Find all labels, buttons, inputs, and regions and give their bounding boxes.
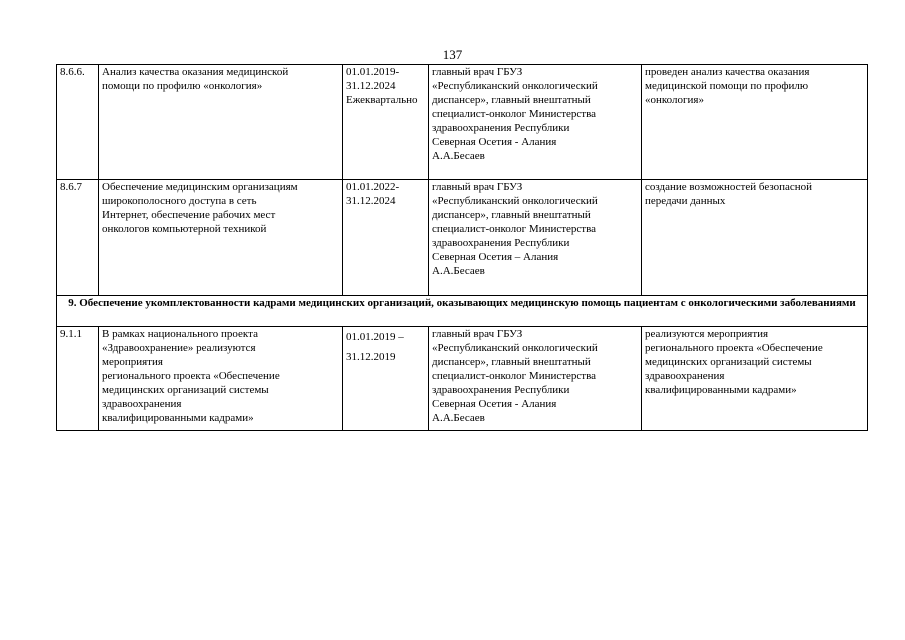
section-title: 9. Обеспечение укомплектованности кадрами медицинских организаций, оказывающих медицинскую помощь пациентам с онкологическими заболеваниями (57, 296, 868, 327)
table-row (57, 65, 868, 180)
page-number: 137 (442, 47, 463, 62)
item-responsible: главный врач ГБУЗ «Республиканский онкологический диспансер», главный внештатный специалист-онколог Министерства здравоохранения Республики Северная Осетия - Алания А.А.Бесаев (429, 65, 642, 180)
item-number: 8.6.7 (57, 180, 99, 296)
item-name: Анализ качества оказания медицинской помощи по профилю «онкология» (99, 65, 343, 180)
item-dates: 01.01.2019- 31.12.2024 Ежеквартально (343, 65, 429, 180)
item-result: проведен анализ качества оказания медицинской помощи по профилю «онкология» (642, 65, 868, 180)
item-responsible: главный врач ГБУЗ «Республиканский онкологический диспансер», главный внештатный специалист-онколог Министерства здравоохранения Республики Северная Осетия – Алания А.А.Бесаев (429, 180, 642, 296)
item-responsible: главный врач ГБУЗ «Республиканский онкологический диспансер», главный внештатный специалист-онколог Министерства здравоохранения Республики Северная Осетия - Алания А.А.Бесаев (429, 327, 642, 431)
item-name: Обеспечение медицинским организациям широкополосного доступа в сеть Интернет, обеспечение рабочих мест онкологов компьютерной техникой (99, 180, 343, 296)
item-number: 8.6.6. (57, 65, 99, 180)
item-name: В рамках национального проекта «Здравоохранение» реализуются мероприятия регионального проекта «Обеспечение медицинских организаций системы здравоохранения квалифицированными кадрами» (99, 327, 343, 431)
plan-table (56, 64, 868, 431)
section-row (57, 296, 868, 327)
item-result: создание возможностей безопасной передачи данных (642, 180, 868, 296)
item-result: реализуются мероприятия регионального проекта «Обеспечение медицинских организаций системы здравоохранения квалифицированными кадрами» (642, 327, 868, 431)
item-number: 9.1.1 (57, 327, 99, 431)
item-dates: 01.01.2019 – 31.12.2019 (343, 327, 429, 431)
item-dates: 01.01.2022- 31.12.2024 (343, 180, 429, 296)
table-row (57, 180, 868, 296)
table-row (57, 327, 868, 431)
